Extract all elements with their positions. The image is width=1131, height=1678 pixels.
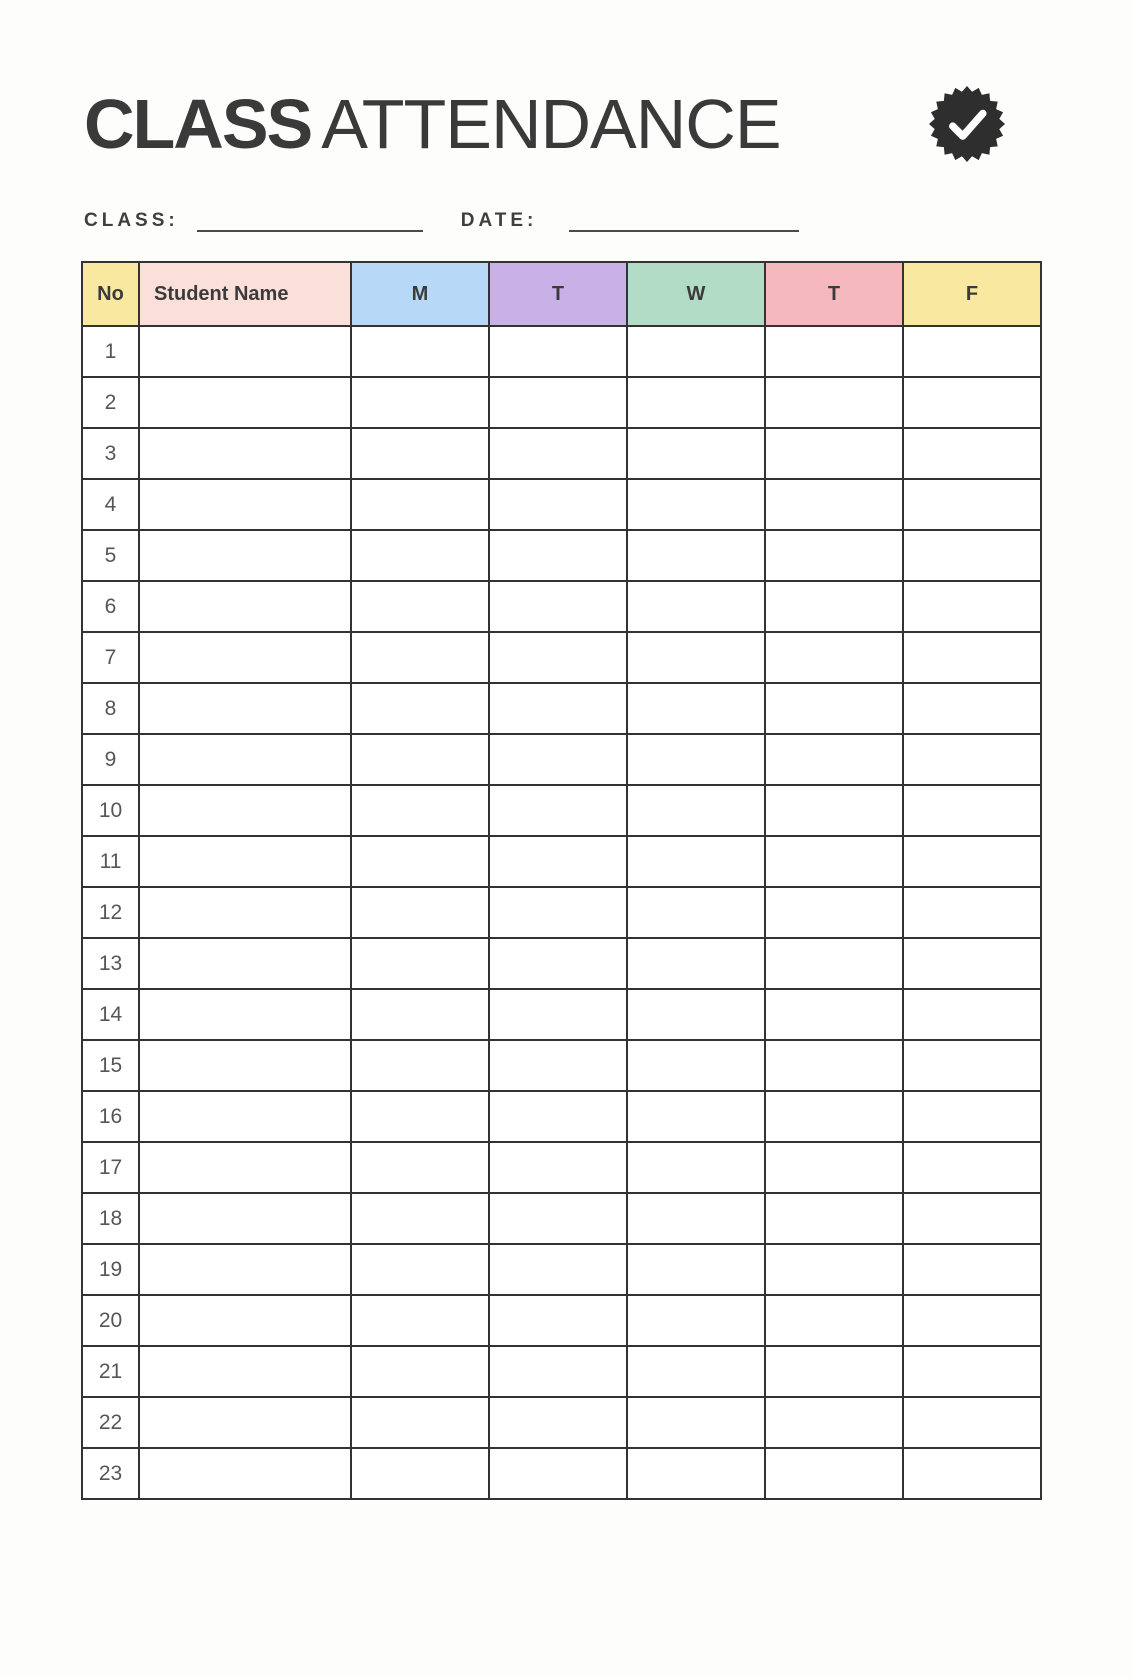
student-name-cell[interactable]	[139, 1397, 351, 1448]
attendance-cell-friday[interactable]	[903, 1193, 1041, 1244]
student-name-cell[interactable]	[139, 632, 351, 683]
attendance-cell-thursday[interactable]	[765, 785, 903, 836]
table-row	[82, 1244, 1041, 1295]
row-number: 9	[82, 734, 139, 785]
table-row	[82, 887, 1041, 938]
attendance-cell-monday[interactable]	[351, 581, 489, 632]
attendance-cell-monday[interactable]	[351, 836, 489, 887]
attendance-cell-thursday[interactable]	[765, 1397, 903, 1448]
attendance-cell-thursday[interactable]	[765, 377, 903, 428]
attendance-cell-thursday[interactable]	[765, 887, 903, 938]
student-name-cell[interactable]	[139, 377, 351, 428]
table-row	[82, 734, 1041, 785]
attendance-cell-tuesday[interactable]	[489, 479, 627, 530]
page-header	[84, 78, 1049, 170]
attendance-cell-tuesday[interactable]	[489, 1244, 627, 1295]
attendance-cell-wednesday[interactable]	[627, 989, 765, 1040]
attendance-cell-tuesday[interactable]	[489, 1142, 627, 1193]
attendance-cell-thursday[interactable]	[765, 1448, 903, 1499]
attendance-cell-tuesday[interactable]	[489, 326, 627, 377]
student-name-cell[interactable]	[139, 938, 351, 989]
attendance-cell-thursday[interactable]	[765, 581, 903, 632]
row-number: 17	[82, 1142, 139, 1193]
attendance-cell-wednesday[interactable]	[627, 479, 765, 530]
student-name-cell[interactable]	[139, 428, 351, 479]
attendance-cell-friday[interactable]	[903, 581, 1041, 632]
attendance-cell-wednesday[interactable]	[627, 428, 765, 479]
attendance-cell-friday[interactable]	[903, 1040, 1041, 1091]
attendance-cell-wednesday[interactable]	[627, 836, 765, 887]
attendance-cell-friday[interactable]	[903, 887, 1041, 938]
attendance-cell-tuesday[interactable]	[489, 683, 627, 734]
attendance-cell-friday[interactable]	[903, 1448, 1041, 1499]
attendance-cell-thursday[interactable]	[765, 428, 903, 479]
attendance-cell-wednesday[interactable]	[627, 938, 765, 989]
attendance-table	[81, 261, 1042, 1500]
row-number: 12	[82, 887, 139, 938]
attendance-cell-thursday[interactable]	[765, 1142, 903, 1193]
attendance-cell-monday[interactable]	[351, 785, 489, 836]
row-number: 1	[82, 326, 139, 377]
student-name-cell[interactable]	[139, 1091, 351, 1142]
attendance-cell-monday[interactable]	[351, 683, 489, 734]
attendance-cell-wednesday[interactable]	[627, 785, 765, 836]
table-row	[82, 377, 1041, 428]
attendance-cell-wednesday[interactable]	[627, 530, 765, 581]
student-name-cell[interactable]	[139, 1244, 351, 1295]
row-number: 10	[82, 785, 139, 836]
attendance-cell-tuesday[interactable]	[489, 1346, 627, 1397]
row-number: 16	[82, 1091, 139, 1142]
table-row	[82, 1091, 1041, 1142]
attendance-cell-thursday[interactable]	[765, 479, 903, 530]
attendance-cell-friday[interactable]	[903, 1142, 1041, 1193]
attendance-cell-monday[interactable]	[351, 1193, 489, 1244]
column-header-friday: F	[903, 262, 1041, 326]
row-number: 8	[82, 683, 139, 734]
attendance-cell-wednesday[interactable]	[627, 1397, 765, 1448]
table-row	[82, 836, 1041, 887]
student-name-cell[interactable]	[139, 1448, 351, 1499]
attendance-cell-monday[interactable]	[351, 887, 489, 938]
attendance-cell-monday[interactable]	[351, 1142, 489, 1193]
student-name-cell[interactable]	[139, 1295, 351, 1346]
attendance-cell-friday[interactable]	[903, 530, 1041, 581]
row-number: 15	[82, 1040, 139, 1091]
attendance-cell-wednesday[interactable]	[627, 1346, 765, 1397]
attendance-cell-monday[interactable]	[351, 938, 489, 989]
row-number: 11	[82, 836, 139, 887]
attendance-cell-wednesday[interactable]	[627, 1448, 765, 1499]
attendance-sheet	[0, 78, 1131, 1678]
attendance-table-header	[82, 262, 1041, 326]
attendance-cell-friday[interactable]	[903, 479, 1041, 530]
attendance-cell-tuesday[interactable]	[489, 1040, 627, 1091]
student-name-cell[interactable]	[139, 479, 351, 530]
class-label: CLASS:	[84, 210, 179, 232]
table-row	[82, 785, 1041, 836]
table-row	[82, 581, 1041, 632]
attendance-cell-tuesday[interactable]	[489, 377, 627, 428]
attendance-cell-thursday[interactable]	[765, 1091, 903, 1142]
attendance-cell-friday[interactable]	[903, 836, 1041, 887]
column-header-thursday: T	[765, 262, 903, 326]
attendance-cell-tuesday[interactable]	[489, 530, 627, 581]
column-header-wednesday: W	[627, 262, 765, 326]
attendance-cell-thursday[interactable]	[765, 836, 903, 887]
attendance-cell-friday[interactable]	[903, 683, 1041, 734]
attendance-cell-monday[interactable]	[351, 479, 489, 530]
attendance-table-body	[82, 326, 1041, 1499]
attendance-cell-tuesday[interactable]	[489, 1193, 627, 1244]
column-header-no: No	[82, 262, 139, 326]
attendance-cell-monday[interactable]	[351, 1448, 489, 1499]
title-word-attendance: ATTENDANCE	[321, 85, 781, 163]
attendance-cell-thursday[interactable]	[765, 734, 903, 785]
student-name-cell[interactable]	[139, 1346, 351, 1397]
attendance-cell-friday[interactable]	[903, 938, 1041, 989]
table-row	[82, 632, 1041, 683]
student-name-cell[interactable]	[139, 581, 351, 632]
attendance-cell-monday[interactable]	[351, 1040, 489, 1091]
student-name-cell[interactable]	[139, 683, 351, 734]
row-number: 20	[82, 1295, 139, 1346]
row-number: 3	[82, 428, 139, 479]
attendance-cell-tuesday[interactable]	[489, 938, 627, 989]
attendance-cell-friday[interactable]	[903, 326, 1041, 377]
student-name-cell[interactable]	[139, 785, 351, 836]
attendance-cell-friday[interactable]	[903, 1397, 1041, 1448]
student-name-cell[interactable]	[139, 989, 351, 1040]
row-number: 19	[82, 1244, 139, 1295]
table-row	[82, 683, 1041, 734]
attendance-cell-wednesday[interactable]	[627, 377, 765, 428]
table-row	[82, 1448, 1041, 1499]
student-name-cell[interactable]	[139, 1142, 351, 1193]
attendance-cell-tuesday[interactable]	[489, 989, 627, 1040]
attendance-cell-tuesday[interactable]	[489, 836, 627, 887]
attendance-cell-wednesday[interactable]	[627, 1091, 765, 1142]
table-row	[82, 1193, 1041, 1244]
attendance-cell-thursday[interactable]	[765, 632, 903, 683]
table-row	[82, 1397, 1041, 1448]
attendance-cell-monday[interactable]	[351, 1346, 489, 1397]
attendance-cell-wednesday[interactable]	[627, 1040, 765, 1091]
title-word-class: CLASS	[84, 85, 312, 163]
table-row	[82, 1295, 1041, 1346]
attendance-cell-thursday[interactable]	[765, 1193, 903, 1244]
table-row	[82, 989, 1041, 1040]
attendance-cell-thursday[interactable]	[765, 1244, 903, 1295]
column-header-student_name: Student Name	[139, 262, 351, 326]
table-row	[82, 479, 1041, 530]
student-name-cell[interactable]	[139, 887, 351, 938]
attendance-cell-thursday[interactable]	[765, 530, 903, 581]
attendance-cell-friday[interactable]	[903, 632, 1041, 683]
row-number: 5	[82, 530, 139, 581]
row-number: 22	[82, 1397, 139, 1448]
attendance-cell-monday[interactable]	[351, 326, 489, 377]
attendance-cell-monday[interactable]	[351, 377, 489, 428]
attendance-cell-thursday[interactable]	[765, 326, 903, 377]
attendance-cell-tuesday[interactable]	[489, 1091, 627, 1142]
attendance-cell-thursday[interactable]	[765, 683, 903, 734]
attendance-cell-monday[interactable]	[351, 530, 489, 581]
row-number: 23	[82, 1448, 139, 1499]
attendance-cell-monday[interactable]	[351, 734, 489, 785]
attendance-cell-friday[interactable]	[903, 1295, 1041, 1346]
attendance-cell-wednesday[interactable]	[627, 1244, 765, 1295]
row-number: 18	[82, 1193, 139, 1244]
table-row	[82, 530, 1041, 581]
attendance-cell-friday[interactable]	[903, 377, 1041, 428]
attendance-cell-monday[interactable]	[351, 1397, 489, 1448]
attendance-cell-tuesday[interactable]	[489, 428, 627, 479]
attendance-cell-tuesday[interactable]	[489, 1448, 627, 1499]
attendance-cell-monday[interactable]	[351, 1295, 489, 1346]
date-input-line[interactable]	[569, 208, 799, 232]
attendance-cell-monday[interactable]	[351, 428, 489, 479]
table-row	[82, 1040, 1041, 1091]
row-number: 4	[82, 479, 139, 530]
column-header-monday: M	[351, 262, 489, 326]
attendance-cell-tuesday[interactable]	[489, 632, 627, 683]
attendance-cell-wednesday[interactable]	[627, 1295, 765, 1346]
class-input-line[interactable]	[197, 208, 423, 232]
student-name-cell[interactable]	[139, 326, 351, 377]
row-number: 13	[82, 938, 139, 989]
attendance-cell-wednesday[interactable]	[627, 581, 765, 632]
attendance-cell-monday[interactable]	[351, 1244, 489, 1295]
table-row	[82, 428, 1041, 479]
header-row	[82, 262, 1041, 326]
attendance-cell-monday[interactable]	[351, 989, 489, 1040]
attendance-cell-friday[interactable]	[903, 989, 1041, 1040]
attendance-cell-monday[interactable]	[351, 1091, 489, 1142]
student-name-cell[interactable]	[139, 734, 351, 785]
attendance-cell-wednesday[interactable]	[627, 1142, 765, 1193]
row-number: 6	[82, 581, 139, 632]
attendance-cell-friday[interactable]	[903, 1091, 1041, 1142]
student-name-cell[interactable]	[139, 1193, 351, 1244]
attendance-cell-tuesday[interactable]	[489, 785, 627, 836]
attendance-cell-tuesday[interactable]	[489, 887, 627, 938]
attendance-cell-friday[interactable]	[903, 785, 1041, 836]
column-header-tuesday: T	[489, 262, 627, 326]
attendance-cell-wednesday[interactable]	[627, 326, 765, 377]
attendance-cell-thursday[interactable]	[765, 1040, 903, 1091]
attendance-cell-thursday[interactable]	[765, 1295, 903, 1346]
table-row	[82, 938, 1041, 989]
attendance-cell-wednesday[interactable]	[627, 734, 765, 785]
student-name-cell[interactable]	[139, 530, 351, 581]
verified-check-badge-icon	[929, 86, 1005, 162]
row-number: 2	[82, 377, 139, 428]
table-row	[82, 1346, 1041, 1397]
attendance-cell-thursday[interactable]	[765, 1346, 903, 1397]
row-number: 7	[82, 632, 139, 683]
attendance-cell-wednesday[interactable]	[627, 683, 765, 734]
attendance-cell-tuesday[interactable]	[489, 734, 627, 785]
attendance-cell-wednesday[interactable]	[627, 1193, 765, 1244]
attendance-cell-friday[interactable]	[903, 1244, 1041, 1295]
student-name-cell[interactable]	[139, 836, 351, 887]
table-row	[82, 326, 1041, 377]
attendance-cell-wednesday[interactable]	[627, 887, 765, 938]
attendance-cell-friday[interactable]	[903, 734, 1041, 785]
attendance-cell-friday[interactable]	[903, 428, 1041, 479]
attendance-cell-tuesday[interactable]	[489, 1295, 627, 1346]
row-number: 21	[82, 1346, 139, 1397]
date-label: DATE:	[460, 210, 538, 232]
attendance-cell-tuesday[interactable]	[489, 581, 627, 632]
attendance-cell-monday[interactable]	[351, 632, 489, 683]
attendance-cell-thursday[interactable]	[765, 989, 903, 1040]
student-name-cell[interactable]	[139, 1040, 351, 1091]
row-number: 14	[82, 989, 139, 1040]
attendance-cell-thursday[interactable]	[765, 938, 903, 989]
attendance-cell-friday[interactable]	[903, 1346, 1041, 1397]
class-date-row	[84, 204, 1131, 232]
table-row	[82, 1142, 1041, 1193]
page-title	[84, 85, 781, 163]
attendance-cell-wednesday[interactable]	[627, 632, 765, 683]
attendance-cell-tuesday[interactable]	[489, 1397, 627, 1448]
